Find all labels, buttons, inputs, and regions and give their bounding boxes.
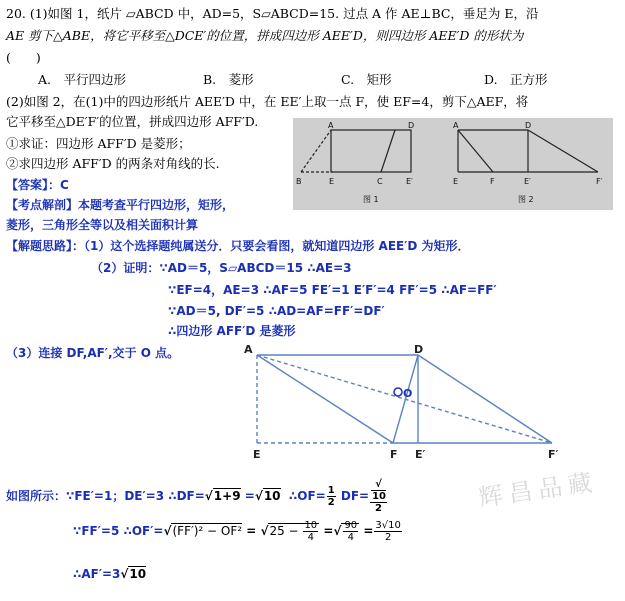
kaodian-line2: 菱形，三角形全等以及相关面积计算 (6, 218, 199, 232)
answer-label: 【答案】：C (6, 178, 69, 192)
q2-line2: 它平移至△DE′F′的位置，拼成四边形 AFF′D. (6, 114, 259, 129)
calc-rad1: 1+9 (213, 489, 241, 503)
fig1-rectangle (331, 130, 411, 172)
fig2-af-line (458, 130, 493, 172)
step2-line4: ∴四边形 AFF′D 是菱形 (168, 324, 296, 338)
calc-of-num: √ 10 (372, 479, 386, 502)
fig2-df-line (528, 130, 598, 172)
calc-rad2: 10 (263, 489, 281, 503)
q1-line3: ( ) (6, 50, 41, 65)
fig1-label-d: D (408, 121, 415, 130)
fig2-label-e-prime: E′ (524, 177, 531, 186)
calc-eq2: = (246, 524, 261, 538)
diagram-label-d: D (414, 343, 424, 356)
fig1-label-c: C (377, 177, 383, 186)
silu-line: 【解题思路】：（1）这个选择题纯属送分．只要会看图，就知道四边形 AEE′D 为矩形． (6, 239, 470, 253)
fig2-label-f: F (490, 177, 495, 186)
fig1-dc-line (381, 130, 395, 172)
calc-rad4: 25 − $\frac{10}{4}$ (269, 520, 318, 543)
calc-eq1: = (244, 489, 255, 503)
step2-line2: ∵EF=4，AE=3 ∴AF=5 FE′=1 E′F′=4 FF′=5 ∴AF=FF′ (168, 283, 497, 297)
fig1-caption: 图 1 (363, 195, 379, 204)
fig2-label-d: D (525, 121, 532, 130)
q1-line1: 20. (1)如图 1，纸片 ▱ABCD 中，AD=5，S▱ABCD=15. 过点 A 作 AE⊥BC，垂足为 E，沿 (6, 6, 539, 21)
calc-line1: 如图所示：∵FE′=1；DE′=3 ∴DF=√1+9 =√10 ∴OF= $\frac{1}{2}$ DF= √ 10 2 (6, 479, 386, 514)
diagram-label-o: O (403, 387, 413, 400)
step3-line: （3）连接 DF,AF′,交于 O 点。 (6, 346, 180, 360)
calc-line3: ∴AF′=3√10 (73, 567, 147, 581)
calc-eq4: = (363, 524, 374, 538)
watermark: 辉昌品藏 (476, 467, 600, 513)
calc-line1-prefix: 如图所示：∵FE′=1；DE′=3 ∴DF= (6, 489, 205, 503)
calc-half (327, 485, 336, 508)
calc-of-prefix: ∴OF= (288, 489, 326, 503)
kaodian-line1: 【考点解剖】本题考查平行四边形，矩形， (6, 198, 235, 212)
q2-line1: (2)如图 2，在(1)中的四边形纸片 AEE′D 中，在 EE′上取一点 F，使 EF=4，剪下△AEF，将 (6, 94, 529, 109)
diagram-label-e: E (253, 448, 261, 460)
calc-line2: ∵FF′=5 ∴OF′=√(FF′)² − OF² = √25 − $\frac{10}{4}$ =√ $\frac{90}{4}$ = $\frac{3√10}{2}$ (73, 520, 401, 543)
step2-line3: ∵AD＝5, DF′=5 ∴AD=AF=FF′=DF′ (168, 304, 385, 318)
point-o-marker (394, 388, 402, 396)
step2-line1: （2）证明：∵AD＝5，S▱ABCD＝15 ∴AE=3 (91, 261, 352, 275)
calc-rad5: $\frac{90}{4}$ (341, 523, 359, 538)
calc-df-label: DF= (340, 489, 370, 503)
q1-line2: AE 剪下△ABE，将它平移至△DCE′的位置，拼成四边形 AEE′D，则四边形 AEE′D 的形状为 (6, 28, 524, 43)
calc-of-prime-result: $\frac{3√10}{2}$ (375, 520, 401, 543)
fig1-label-e: E (329, 177, 335, 186)
fig1-ab-dashed (301, 130, 331, 172)
figure-photo-drawing (293, 118, 613, 210)
diagram-label-f: F (390, 448, 398, 460)
segment-af (257, 355, 393, 443)
fig1-label-b: B (296, 177, 302, 186)
diagram-label-e-prime: E′ (415, 448, 426, 460)
fig2-caption: 图 2 (518, 195, 534, 204)
calc-of-result (370, 479, 387, 514)
calc-half-den: 2 (327, 497, 335, 508)
rhombus-diagram (240, 340, 570, 460)
calc-half-num: 1 (327, 485, 335, 496)
option-b: B. 菱形 (203, 72, 254, 87)
segment-df-prime (418, 355, 552, 443)
fig2-label-a: A (453, 121, 459, 130)
fig1-label-e-prime: E′ (406, 177, 413, 186)
diagram-label-a: A (244, 343, 253, 356)
calc-line2-prefix: ∵FF′=5 ∴OF′= (73, 524, 164, 538)
fig1-label-a: A (328, 121, 334, 130)
option-d: D. 正方形 (484, 72, 548, 87)
calc-of-den: 2 (375, 503, 383, 514)
calc-rad3: (FF′)² − OF² (172, 524, 243, 538)
diagram-label-f-prime: F′ (548, 448, 559, 460)
q2-line3: ①求证：四边形 AFF′D 是菱形； (6, 136, 191, 151)
fig2-label-f-prime: F′ (596, 177, 603, 186)
option-a: A. 平行四边形 (38, 72, 127, 87)
calc-rad6: 10 (129, 567, 147, 581)
figure-photo (293, 118, 613, 210)
option-c: C. 矩形 (341, 72, 392, 87)
calc-line3-prefix: ∴AF′=3 (73, 567, 121, 581)
fig2-label-e: E (453, 177, 459, 186)
calc-eq3: = (323, 524, 334, 538)
q2-line4: ②求四边形 AFF′D 的两条对角线的长. (6, 156, 220, 171)
